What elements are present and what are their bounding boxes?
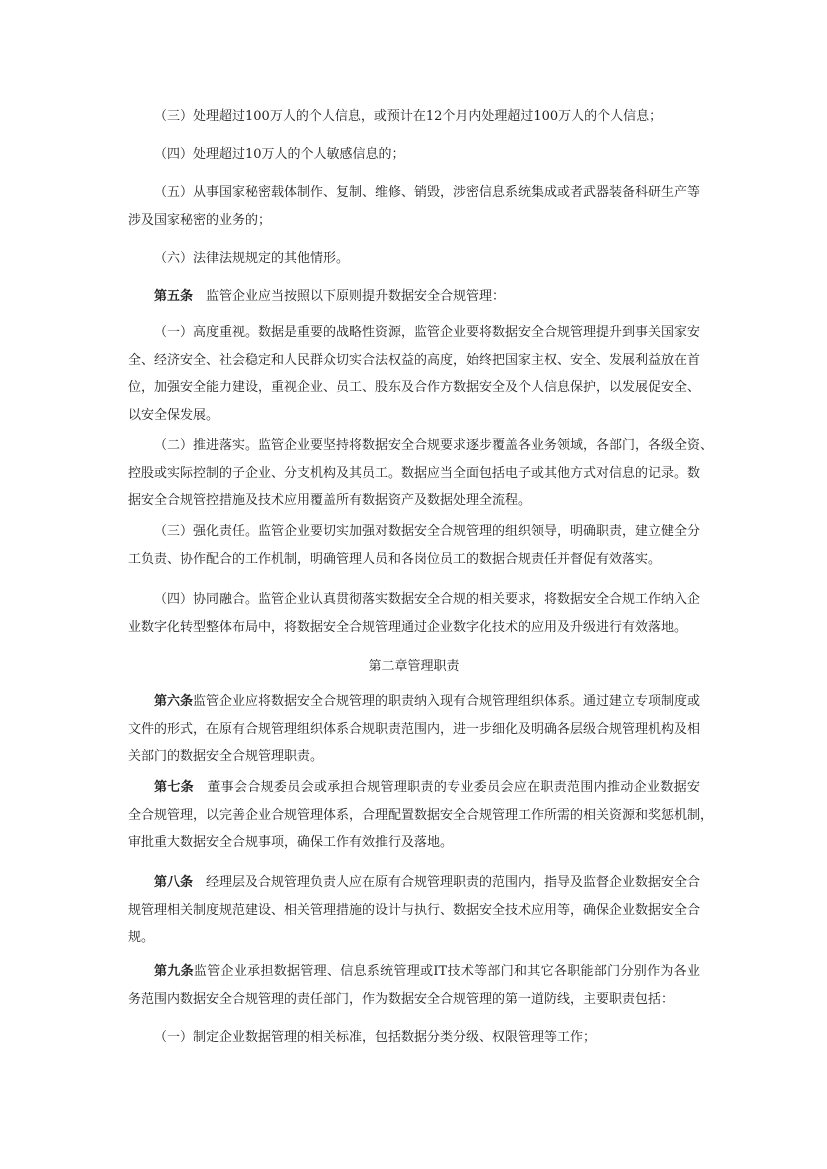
article-9 — [128, 958, 700, 1013]
principle-4-line: 业数字化转型整体布局中，将数据安全合规管理通过企业数字化技术的应用及升级进行有效落地。 — [128, 619, 688, 635]
article-7-label: 第七条 — [154, 780, 194, 795]
article-6-label: 第六条 — [154, 694, 194, 709]
article-6-line — [128, 688, 700, 716]
principle-3 — [128, 518, 700, 573]
article-9-line: 务范围内数据安全合规管理的责任部门，作为数据安全合规管理的第一道防线，主要职责包括： — [128, 991, 675, 1007]
article-9-label: 第九条 — [154, 964, 194, 979]
principle-3-line: 工负责、协作配合的工作机制，明确管理人员和各岗位员工的数据合规责任并督促有效落实。 — [128, 551, 662, 567]
principle-1 — [128, 319, 700, 429]
article-6-line: 关部门的数据安全合规管理职责。 — [128, 749, 324, 764]
principle-2 — [128, 432, 714, 515]
article-9-line — [128, 958, 700, 986]
item-6-text: （六）法律法规规定的其他情形。 — [154, 251, 350, 266]
chapter-title: 第二章管理职责 — [368, 659, 460, 674]
article-6-text: 监管企业应将数据安全合规管理的职责纳入现有合规管理组织体系。通过建立专项制度或 — [193, 694, 701, 709]
article-7 — [128, 774, 714, 857]
article-7-line — [128, 774, 700, 802]
article-5 — [128, 283, 700, 311]
article-6-line: 文件的形式，在原有合规管理组织体系合规职责范围内，进一步细化及明确各层级合规管理机构及相 — [128, 721, 701, 737]
item-5-line: （五）从事国家秘密载体制作、复制、维修、销毁，涉密信息系统集成或者武器装备科研生产等 — [154, 185, 701, 200]
principle-1-line: 位，加强安全能力建设，重视企业、员工、股东及合作方数据安全及个人信息保护，以发展促安全、 — [128, 380, 701, 395]
principle-4 — [128, 586, 700, 641]
item-5 — [128, 179, 700, 234]
article-8-text: 经理层及合规管理负责人应在原有合规管理职责的范围内，指导及监督企业数据安全合 — [206, 875, 701, 890]
article-8-line — [128, 869, 700, 897]
principle-1-line: 全、经济安全、社会稳定和人民群众切实合法权益的高度，始终把国家主权、安全、发展利益放在首 — [128, 352, 701, 368]
item-4 — [128, 141, 700, 169]
principle-2-line: 控股或实际控制的子企业、分支机构及其员工。数据应当全面包括电子或其他方式对信息的记录。数 — [128, 465, 701, 481]
item-3 — [128, 103, 700, 131]
article-9-text: 监管企业承担数据管理、信息系统管理或IT技术等部门和其它各职能部门分别作为各业 — [193, 964, 700, 979]
principle-2-line: （二）推进落实。监管企业要坚持将数据安全合规要求逐步覆盖各业务领域，各部门，各级全资、 — [154, 438, 714, 453]
item-4-text: （四）处理超过10万人的个人敏感信息的； — [154, 147, 405, 162]
item-3-text: （三）处理超过100万人的个人信息，或预计在12个月内处理超过100万人的个人信息； — [154, 109, 663, 124]
article-9-item-1 — [128, 1024, 700, 1052]
article-5-line — [128, 283, 700, 311]
principle-3-line: （三）强化责任。监管企业要切实加强对数据安全合规管理的组织领导，明确职责，建立健全分 — [154, 524, 701, 539]
principle-2-line: 据安全合规管控措施及技术应用覆盖所有数据资产及数据处理全流程。 — [128, 493, 532, 508]
article-8-label: 第八条 — [154, 875, 194, 890]
item-6 — [128, 245, 700, 273]
article-8-line: 规管理相关制度规范建设、相关管理措施的设计与执行、数据安全技术应用等，确保企业数据安全合 — [128, 902, 701, 918]
article-7-line: 全合规管理，以完善企业合规管理体系，合理配置数据安全合规管理工作所需的相关资源和奖惩机制， — [128, 807, 714, 823]
article-7-line: 审批重大数据安全合规事项，确保工作有效推行及落地。 — [128, 835, 454, 850]
article-8 — [128, 869, 700, 952]
article-8-line: 规。 — [128, 930, 155, 945]
article-9-item-1-text: （一）制定企业数据管理的相关标准，包括数据分类分级、权限管理等工作； — [154, 1030, 597, 1045]
article-5-label: 第五条 — [154, 289, 194, 304]
article-5-text: 监管企业应当按照以下原则提升数据安全合规管理： — [206, 289, 506, 304]
principle-4-line: （四）协同融合。监管企业认真贯彻落实数据安全合规的相关要求，将数据安全合规工作纳入企 — [154, 592, 701, 607]
item-5-line: 涉及国家秘密的业务的； — [128, 212, 272, 228]
principle-1-line: 以安全保发展。 — [128, 407, 220, 423]
article-7-text: 董事会合规委员会或承担合规管理职责的专业委员会应在职责范围内推动企业数据安 — [207, 780, 700, 795]
article-6 — [128, 688, 700, 771]
principle-1-line: （一）高度重视。数据是重要的战略性资源，监管企业要将数据安全合规管理提升到事关国家安 — [154, 325, 701, 340]
